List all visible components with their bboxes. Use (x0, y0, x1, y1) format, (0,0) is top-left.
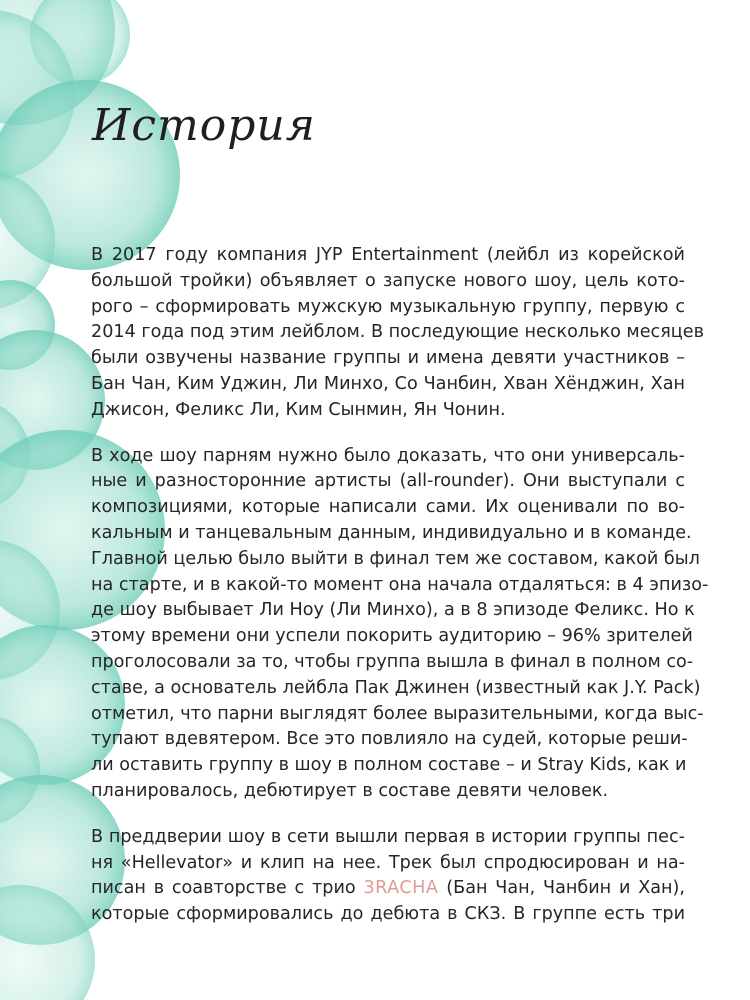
text-line: ставе, а основатель лейбла Пак Джинен (известный как J.Y. Pack) (91, 677, 701, 698)
page-title: История (92, 100, 316, 151)
text-line: которые сформировались до дебюта в СКЗ. В группе есть три (91, 904, 685, 925)
text-segment: (Бан Чан, Чанбин и Хан), (438, 878, 685, 899)
text-line: ли оставить группу в шоу в полном составе – и Stray Kids, как и (91, 755, 687, 776)
text-line: кальным и танцевальным данным, индивидуально и в команде. (91, 522, 692, 543)
text-line: тупают вдевятером. Все это повлияло на судей, которые реши- (91, 729, 688, 750)
text-line: Бан Чан, Ким Уджин, Ли Минхо, Со Чанбин, Хван Хёнджин, Хан (91, 373, 685, 394)
text-line: де шоу выбывает Ли Ноу (Ли Минхо), а в 8 эпизоде Феликс. Но к (91, 600, 695, 621)
text-line: Джисон, Феликс Ли, Ким Сынмин, Ян Чонин. (91, 399, 506, 420)
text-line: рого – сформировать мужскую музыкальную группу, первую с (91, 296, 685, 317)
text-line: этому времени они успели покорить аудиторию – 96% зрителей (91, 626, 693, 647)
text-line (91, 876, 685, 902)
text-line: ня «Hellevator» и клип на нее. Трек был спродюсирован и на- (91, 852, 685, 873)
text-line: В ходе шоу парням нужно было доказать, что они универсаль- (91, 445, 685, 466)
group-name-highlight: 3RACHA (363, 878, 439, 899)
paragraph (91, 825, 685, 928)
text-segment: писан в соавторстве с трио (91, 878, 364, 899)
text-line: большой тройки) объявляет о запуске нового шоу, цель кото- (91, 270, 685, 291)
paragraph (91, 444, 709, 805)
article-body (91, 243, 709, 948)
text-line: В 2017 году компания JYP Entertainment (лейбл из корейской (91, 245, 685, 265)
text-line: В преддверии шоу в сети вышли первая в истории группы пес- (91, 826, 685, 847)
text-line: Главной целью было выйти в финал тем же составом, какой был (91, 548, 700, 569)
text-line: 2014 года под этим лейблом. В последующие несколько месяцев (91, 322, 704, 343)
text-line: композициями, которые написали сами. Их оценивали по во- (91, 497, 685, 518)
text-line: отметил, что парни выглядят более выразительными, когда выс- (91, 703, 704, 724)
text-line: ные и разносторонние артисты (all-rounder). Они выступали с (91, 471, 685, 492)
text-line: были озвучены название группы и имена девяти участников – (91, 348, 685, 369)
text-line: проголосовали за то, чтобы группа вышла в финал в полном со- (91, 651, 694, 672)
text-line: планировалось, дебютирует в составе девяти человек. (91, 780, 609, 801)
paragraph (91, 243, 704, 424)
text-line: на старте, и в какой-то момент она начала отдаляться: в 4 эпизо- (91, 574, 709, 595)
